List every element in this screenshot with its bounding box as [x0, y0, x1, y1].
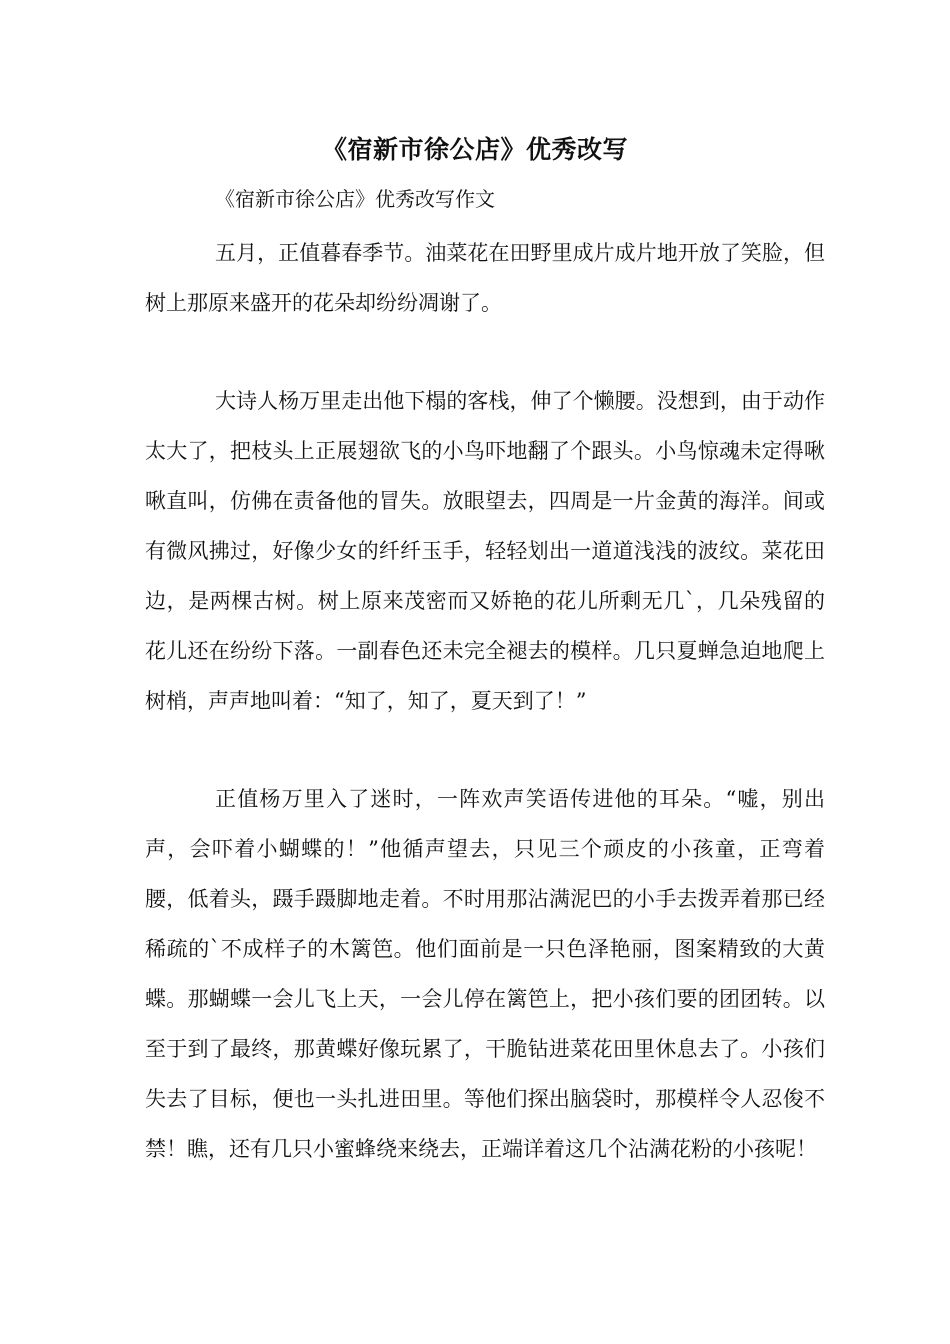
- paragraph-2: 大诗人杨万里走出他下榻的客栈，伸了个懒腰。没想到，由于动作太大了，把枝头上正展翅欲飞的小鸟吓地翻了个跟头。小鸟惊魂未定得啾啾直叫，仿佛在责备他的冒失。放眼望去，四周是一片金黄的海洋。间或有微风拂过，好像少女的纤纤玉手，轻轻划出一道道浅浅的波纹。菜花田边，是两棵古树。树上原来茂密而又娇艳的花儿所剩无几`，几朵残留的花儿还在纷纷下落。一副春色还未完全褪去的模样。几只夏蝉急迫地爬上树梢，声声地叫着：“知了，知了，夏天到了！”: [145, 389, 825, 713]
- paragraph-1: 五月，正值暮春季节。油菜花在田野里成片成片地开放了笑脸，但树上那原来盛开的花朵却纷纷凋谢了。: [145, 241, 825, 315]
- document-subtitle: 《宿新市徐公店》优秀改写作文: [215, 187, 495, 211]
- paragraph-3: 正值杨万里入了迷时，一阵欢声笑语传进他的耳朵。“嘘，别出声，会吓着小蝴蝶的！”他循声望去，只见三个顽皮的小孩童，正弯着腰，低着头，蹑手蹑脚地走着。不时用那沾满泥巴的小手去拨弄着那已经稀疏的`不成样子的木篱笆。他们面前是一只色泽艳丽，图案精致的大黄蝶。那蝴蝶一会儿飞上天，一会儿停在篱笆上，把小孩们要的团团转。以至于到了最终，那黄蝶好像玩累了，干脆钻进菜花田里休息去了。小孩们失去了目标，便也一头扎进田里。等他们探出脑袋时，那模样令人忍俊不禁！瞧，还有几只小蜜蜂绕来绕去，正端详着这几个沾满花粉的小孩呢！: [145, 787, 825, 1161]
- document-title: 《宿新市徐公店》优秀改写: [321, 135, 628, 164]
